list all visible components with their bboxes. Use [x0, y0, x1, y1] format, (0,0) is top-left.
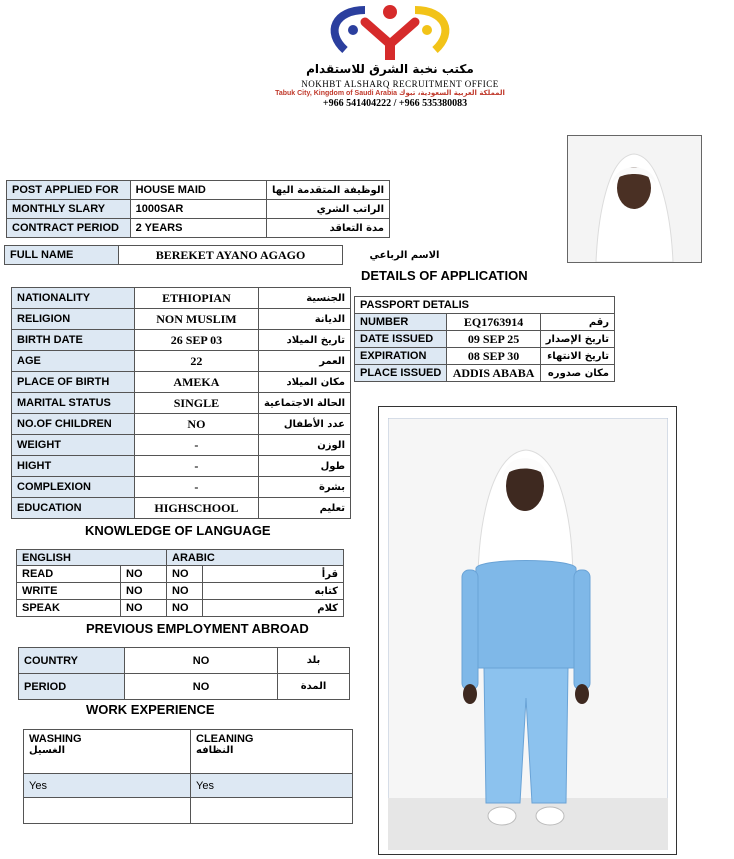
passport-label-ar: مكان صدوره [540, 365, 614, 382]
employment-label: COUNTRY [19, 648, 125, 674]
contract-period-label-ar: مدة التعاقد [267, 219, 390, 238]
monthly-salary-label: MONTHLY SLARY [7, 200, 131, 219]
details-label-ar: العمر [258, 351, 350, 372]
language-col-english: ENGLISH [17, 550, 167, 566]
language-skill-label-ar: كلام [203, 600, 344, 617]
work-table [23, 729, 353, 824]
details-row [12, 498, 351, 519]
passport-label-ar: رقم [540, 314, 614, 331]
details-label: EDUCATION [12, 498, 135, 519]
language-english-value: NO [121, 600, 167, 617]
full-body-photo-frame [378, 406, 677, 855]
washing-value: Yes [24, 774, 191, 798]
monthly-salary-label-ar: الراتب الشري [267, 200, 390, 219]
contract-period-value: 2 YEARS [130, 219, 266, 238]
cleaning-label: CLEANING [196, 733, 254, 745]
details-value: 26 SEP 03 [134, 330, 258, 351]
work-item-cleaning [191, 730, 353, 774]
passport-value: ADDIS ABABA [447, 365, 540, 382]
office-header [230, 2, 550, 108]
details-value: SINGLE [134, 393, 258, 414]
office-logo-icon [305, 2, 475, 62]
details-label: WEIGHT [12, 435, 135, 456]
monthly-salary-value: 1000SAR [130, 200, 266, 219]
details-label-ar: مكان الميلاد [258, 372, 350, 393]
address-arabic: المملكة العربية السعودية، تبوك [399, 89, 505, 97]
passport-label-ar: تاريخ الإصدار [540, 331, 614, 348]
details-table [11, 287, 351, 519]
contract-period-label: CONTRACT PERIOD [7, 219, 131, 238]
work-item-washing [24, 730, 191, 774]
employment-row [19, 648, 350, 674]
job-table [6, 180, 390, 238]
passport-value: EQ1763914 [447, 314, 540, 331]
full-body-photo [388, 418, 668, 850]
details-value: - [134, 477, 258, 498]
details-value: 22 [134, 351, 258, 372]
passport-row [355, 314, 615, 331]
address-english: Tabuk City, Kingdom of Saudi Arabia [275, 90, 398, 97]
details-label: BIRTH DATE [12, 330, 135, 351]
passport-row [355, 348, 615, 365]
passport-label: DATE ISSUED [355, 331, 447, 348]
cleaning-value: Yes [191, 774, 353, 798]
language-row [17, 566, 344, 583]
details-value: - [134, 435, 258, 456]
details-label-ar: تاريخ الميلاد [258, 330, 350, 351]
details-label-ar: الوزن [258, 435, 350, 456]
details-label: RELIGION [12, 309, 135, 330]
details-row [12, 414, 351, 435]
portrait-photo-frame [567, 135, 702, 263]
employment-table [18, 647, 350, 700]
employment-label-ar: المدة [278, 674, 350, 700]
language-skill-label-ar: كتابه [203, 583, 344, 600]
language-skill-label: READ [17, 566, 121, 583]
details-label: NO.OF CHILDREN [12, 414, 135, 435]
passport-table [354, 296, 615, 382]
details-label-ar: تعليم [258, 498, 350, 519]
details-row [12, 372, 351, 393]
details-row [12, 288, 351, 309]
work-empty-cell-1 [24, 798, 191, 824]
language-english-value: NO [121, 583, 167, 600]
details-row [12, 435, 351, 456]
work-empty-cell-2 [191, 798, 353, 824]
details-heading: DETAILS OF APPLICATION [361, 268, 528, 283]
details-label: COMPLEXION [12, 477, 135, 498]
details-label: AGE [12, 351, 135, 372]
details-label: MARITAL STATUS [12, 393, 135, 414]
details-label-ar: الحالة الاجتماعية [258, 393, 350, 414]
language-arabic-value: NO [167, 566, 203, 583]
language-col-arabic: ARABIC [167, 550, 344, 566]
passport-label: NUMBER [355, 314, 447, 331]
language-skill-label-ar: قرأ [203, 566, 344, 583]
details-row [12, 351, 351, 372]
details-label-ar: بشرة [258, 477, 350, 498]
language-skill-label: WRITE [17, 583, 121, 600]
details-label-ar: الديانة [258, 309, 350, 330]
language-skill-label: SPEAK [17, 600, 121, 617]
full-name-value: BEREKET AYANO AGAGO [119, 246, 343, 265]
office-name-english: NOKHBT ALSHARQ RECRUITMENT OFFICE [301, 79, 499, 89]
employment-row [19, 674, 350, 700]
language-table [16, 549, 344, 617]
employment-value: NO [125, 648, 278, 674]
details-value: - [134, 456, 258, 477]
details-label: HIGHT [12, 456, 135, 477]
details-row [12, 456, 351, 477]
passport-label: PLACE ISSUED [355, 365, 447, 382]
details-row [12, 330, 351, 351]
post-applied-label: POST APPLIED FOR [7, 181, 131, 200]
language-row [17, 583, 344, 600]
office-name-arabic: مكتب نخبة الشرق للاستقدام [306, 62, 474, 76]
full-name-label: FULL NAME [5, 246, 119, 265]
washing-label-ar: الغسيل [29, 745, 66, 756]
passport-value: 08 SEP 30 [447, 348, 540, 365]
full-name-label-ar: الاسم الرباعي [369, 249, 440, 261]
passport-label-ar: تاريخ الانتهاء [540, 348, 614, 365]
language-english-value: NO [121, 566, 167, 583]
details-value: HIGHSCHOOL [134, 498, 258, 519]
passport-row [355, 331, 615, 348]
details-row [12, 393, 351, 414]
language-arabic-value: NO [167, 583, 203, 600]
passport-row [355, 365, 615, 382]
passport-label: EXPIRATION [355, 348, 447, 365]
post-applied-label-ar: الوظيفة المتقدمة اليها [267, 181, 390, 200]
employment-value: NO [125, 674, 278, 700]
details-value: AMEKA [134, 372, 258, 393]
details-value: NO [134, 414, 258, 435]
details-row [12, 309, 351, 330]
employment-label-ar: بلد [278, 648, 350, 674]
passport-value: 09 SEP 25 [447, 331, 540, 348]
portrait-photo [568, 136, 701, 262]
details-row [12, 477, 351, 498]
details-label-ar: عدد الأطفال [258, 414, 350, 435]
post-applied-value: HOUSE MAID [130, 181, 266, 200]
details-label: NATIONALITY [12, 288, 135, 309]
full-name-table [4, 245, 466, 265]
language-heading: KNOWLEDGE OF LANGUAGE [85, 523, 271, 538]
employment-label: PERIOD [19, 674, 125, 700]
language-row [17, 600, 344, 617]
cleaning-label-ar: النظافه [196, 745, 234, 756]
details-label-ar: الجنسية [258, 288, 350, 309]
office-phones: +966 541404222 / +966 535380083 [322, 98, 468, 109]
details-value: ETHIOPIAN [134, 288, 258, 309]
employment-heading: PREVIOUS EMPLOYMENT ABROAD [86, 621, 309, 636]
washing-label: WASHING [29, 733, 82, 745]
details-value: NON MUSLIM [134, 309, 258, 330]
language-arabic-value: NO [167, 600, 203, 617]
passport-title: PASSPORT DETALIS [355, 297, 615, 314]
office-address [240, 89, 540, 97]
work-heading: WORK EXPERIENCE [86, 702, 215, 717]
details-label-ar: طول [258, 456, 350, 477]
details-label: PLACE OF BIRTH [12, 372, 135, 393]
